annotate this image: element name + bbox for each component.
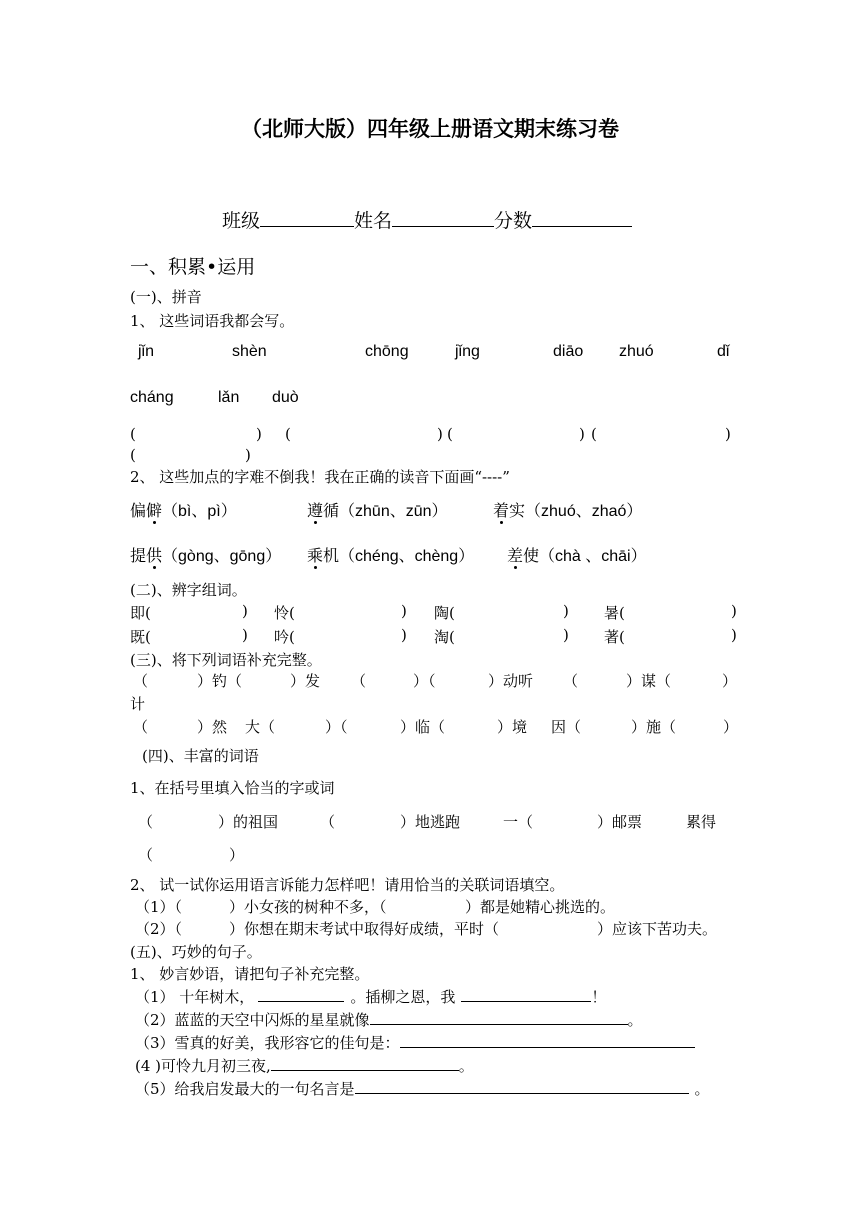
pinyin: jǐng xyxy=(455,343,480,360)
fill-text: （ xyxy=(320,813,336,831)
reading-item: 提供（gòng、gōng） xyxy=(130,543,281,566)
class-field[interactable] xyxy=(260,212,354,227)
reading-item: 着实（zhuó、zhaó） xyxy=(493,498,642,521)
blank[interactable] xyxy=(258,987,344,1002)
fill-text: （2）（ xyxy=(135,920,183,938)
fill-text: 因（ xyxy=(551,718,582,736)
answer-bracket-close: ) xyxy=(245,446,251,464)
word-cell[interactable]: 即( xyxy=(130,604,151,622)
page-title: （北师大版）四年级上册语文期末练习卷 xyxy=(241,116,619,141)
reading-item: 偏僻（bì、pì） xyxy=(130,498,237,521)
reading-item: 遵循（zhūn、zūn） xyxy=(307,498,448,521)
word-cell-close: ) xyxy=(401,602,407,620)
word-cell-close: ) xyxy=(401,626,407,644)
sentence-1: （1） 十年树木， 。插柳之恩，我 ！ xyxy=(135,988,607,1006)
fill-text: 大（ xyxy=(245,718,276,736)
blank[interactable] xyxy=(355,1079,689,1094)
fill-text: ）临（ xyxy=(400,718,446,736)
pinyin: diāo xyxy=(553,343,584,360)
answer-bracket-open[interactable]: ( xyxy=(130,425,136,443)
word-cell[interactable]: 淘( xyxy=(434,628,455,646)
question-1-2: 2、 这些加点的字难不倒我！我在正确的读音下面画“----” xyxy=(130,468,510,486)
fill-text: ）钓（ xyxy=(197,672,243,690)
answer-bracket-close: ) xyxy=(437,425,443,443)
answer-bracket-close: ) xyxy=(256,425,262,443)
word-cell-close: ) xyxy=(242,626,248,644)
fill-text: ）地逃跑 xyxy=(400,813,461,831)
blank[interactable] xyxy=(370,1010,628,1025)
pinyin: lǎn xyxy=(218,389,240,406)
score-field[interactable] xyxy=(532,212,632,227)
pinyin: cháng xyxy=(130,389,174,406)
pinyin: zhuó xyxy=(619,343,654,360)
word-cell-close: ) xyxy=(563,602,569,620)
answer-bracket-open[interactable]: ( xyxy=(130,446,136,464)
fill-text: （1）（ xyxy=(135,898,183,916)
blank[interactable] xyxy=(400,1033,695,1048)
fill-text: （ xyxy=(351,672,367,690)
fill-text: （ xyxy=(138,813,154,831)
pinyin: jǐn xyxy=(138,343,155,360)
fill-text: ）谋（ xyxy=(626,672,672,690)
question-5-1: 1、 妙言妙语，请把句子补充完整。 xyxy=(130,965,370,983)
word-cell-close: ) xyxy=(731,602,737,620)
part-3-heading: (三)、将下列词语补充完整。 xyxy=(130,651,322,669)
fill-text: ） xyxy=(722,672,738,690)
fill-text: ）施（ xyxy=(631,718,677,736)
answer-bracket-open[interactable]: ( xyxy=(447,425,453,443)
reading-item: 乘机（chéng、chèng） xyxy=(307,543,474,566)
question-4-2: 2、 试一试你运用语言诉能力怎样吧！请用恰当的关联词语填空。 xyxy=(130,876,565,894)
fill-text: 一（ xyxy=(503,813,534,831)
fill-text: （ xyxy=(138,846,154,864)
fill-text: ）都是她精心挑选的。 xyxy=(465,898,616,916)
answer-bracket-close: ) xyxy=(579,425,585,443)
fill-text: ）你想在期末考试中取得好成绩，平时（ xyxy=(229,920,500,938)
part-5-heading: (五)、巧妙的句子。 xyxy=(130,943,262,961)
fill-text: 累得 xyxy=(686,813,717,831)
blank[interactable] xyxy=(271,1056,459,1071)
reading-item: 差使（chà 、chāi） xyxy=(507,543,647,566)
part-1-heading: (一)、拼音 xyxy=(130,288,202,306)
sentence-4: (4 )可怜九月初三夜, 。 xyxy=(135,1057,474,1075)
fill-text: ）应该下苦功夫。 xyxy=(597,920,718,938)
word-cell-close: ) xyxy=(731,626,737,644)
sentence-3: （3）雪真的好美，我形容它的佳句是： xyxy=(135,1032,695,1053)
fill-text: ） xyxy=(723,718,739,736)
part-2-heading: (二)、辨字组词。 xyxy=(130,581,247,599)
fill-text: ）小女孩的树种不多，（ xyxy=(229,898,387,916)
section-1-heading: 一、积累•运用 xyxy=(130,256,256,278)
fill-text: （ xyxy=(133,672,149,690)
word-cell[interactable]: 暑( xyxy=(604,604,625,622)
answer-bracket-open[interactable]: ( xyxy=(591,425,597,443)
score-label: 分数 xyxy=(494,210,533,232)
answer-bracket-open[interactable]: ( xyxy=(285,425,291,443)
fill-text: ）境 xyxy=(497,718,528,736)
word-cell-close: ) xyxy=(242,602,248,620)
pinyin: duò xyxy=(272,389,299,406)
fill-text: ）动听 xyxy=(488,672,534,690)
answer-bracket-close: ) xyxy=(725,425,731,443)
fill-text: ）发 xyxy=(290,672,321,690)
fill-text: ）然 xyxy=(197,718,228,736)
pinyin: chōng xyxy=(365,343,409,360)
word-cell[interactable]: 著( xyxy=(604,628,625,646)
part-4-heading: (四)、丰富的词语 xyxy=(142,747,259,765)
pinyin: dǐ xyxy=(717,343,730,360)
question-4-1: 1、在括号里填入恰当的字或词 xyxy=(130,779,335,797)
class-label: 班级 xyxy=(222,210,261,232)
word-cell[interactable]: 怜( xyxy=(274,604,295,622)
fill-text: ）邮票 xyxy=(597,813,643,831)
fill-text: （ xyxy=(133,718,149,736)
name-label: 姓名 xyxy=(354,210,393,232)
word-cell[interactable]: 吟( xyxy=(274,628,295,646)
pinyin: shèn xyxy=(232,343,267,360)
sentence-5: （5）给我启发最大的一句名言是 。 xyxy=(135,1080,710,1098)
question-1-1: 1、 这些词语我都会写。 xyxy=(130,312,295,330)
word-cell[interactable]: 既( xyxy=(130,628,151,646)
fill-text: 计 xyxy=(130,695,146,713)
fill-text: ）（ xyxy=(413,672,436,690)
name-field[interactable] xyxy=(392,212,494,227)
info-line xyxy=(222,206,632,233)
sentence-2: （2）蓝蓝的天空中闪烁的星星就像 。 xyxy=(135,1011,643,1029)
fill-text: ）（ xyxy=(325,718,348,736)
word-cell[interactable]: 陶( xyxy=(434,604,455,622)
word-cell-close: ) xyxy=(563,626,569,644)
fill-text: ） xyxy=(229,846,245,864)
fill-text: （ xyxy=(563,672,579,690)
fill-text: ）的祖国 xyxy=(218,813,279,831)
blank[interactable] xyxy=(461,987,591,1002)
